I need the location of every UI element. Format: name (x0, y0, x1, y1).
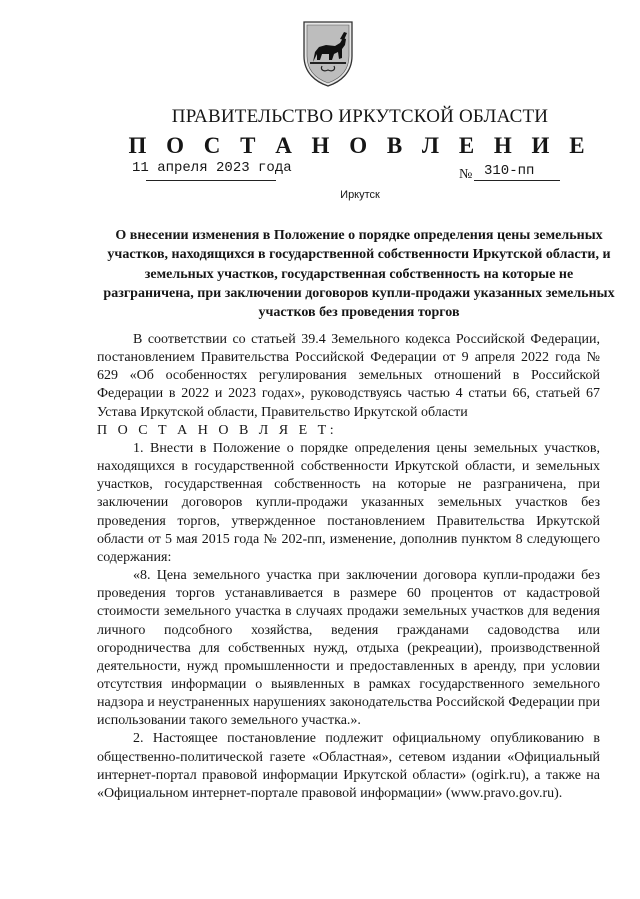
document-date: 11 апреля 2023 года (132, 160, 292, 176)
document-type: П О С Т А Н О В Л Е Н И Е (128, 133, 592, 158)
preamble-paragraph: В соответствии со статьей 39.4 Земельного кодекса Российской Федерации, постановлением Правительства Российской Федерации от 9 апреля 2022 года № 629 «Об особенностях регулирования земельных отношений в Российской Федерации в 2022 и 2023 годах», руководствуясь частью 4 статьи 66, статьей 67 Устава Иркутской области, Правительство Иркутской области (97, 332, 600, 420)
quoted-point-8: «8. Цена земельного участка при заключении договора купли-продажи без проведения торгов устанавливается в размере 60 процентов от кадастровой стоимости земельного участка в случаях продажи земельных участков для ведения личного подсобного хозяйства, ведения гражданами садоводства или огородничества для собственных нужд, отдыха (рекреации), производственной деятельности, нужд промышленности и предоставленных в аренду, при условии отсутствия информации о выявленных в рамках государственного земельного надзора и неустраненных нарушениях законодательства Российской Федерации при использовании такого земельного участка.». (97, 568, 600, 729)
coat-of-arms-icon (298, 18, 358, 88)
number-underline (474, 180, 560, 181)
item-2-paragraph: 2. Настоящее постановление подлежит официальному опубликованию в общественно-политической газете «Областная», сетевом издании «Официальный интернет-портал правовой информации Иркутской области» (ogirk.ru), а также на «Официальном интернет-портале правовой информации» (www.pravo.gov.ru). (97, 731, 600, 801)
date-underline (146, 180, 276, 181)
number-sign: № (459, 167, 473, 182)
government-name: ПРАВИТЕЛЬСТВО ИРКУТСКОЙ ОБЛАСТИ (171, 106, 549, 127)
city: Иркутск (340, 189, 380, 201)
item-1-paragraph: 1. Внести в Положение о порядке определения цены земельных участков, находящихся в государственной собственности Иркутской области, и земельных участков, государственная собственность на которые не разграничена, при заключении договоров купли-продажи указанных земельных участков без проведения торгов, утвержденное постановлением Правительства Иркутской области от 5 мая 2015 года № 202-пп, изменение, дополнив пунктом 8 следующего содержания: (97, 440, 600, 565)
document-title: О внесении изменения в Положение о порядке определения цены земельных участков, находящихся в государственной собственности Иркутской области, и земельных участков, государственная собственность на которые не разграничена, при заключении договоров купли-продажи указанных земельных участков без проведения торгов (103, 228, 615, 321)
decree-word: П О С Т А Н О В Л Я Е Т: (97, 422, 338, 438)
document-body (97, 331, 600, 803)
document-number: 310-пп (484, 163, 535, 179)
